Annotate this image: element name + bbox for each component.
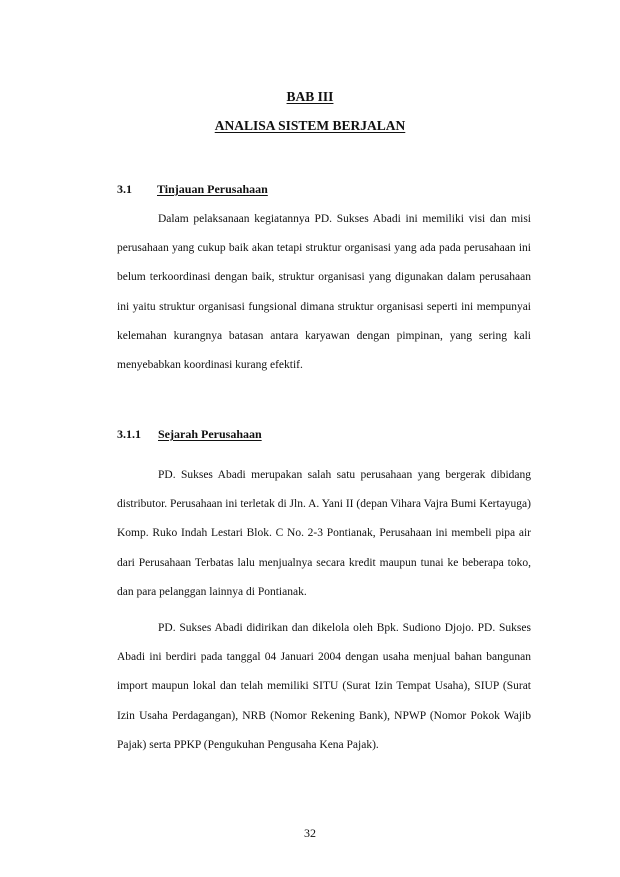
section-heading-3-1 (117, 182, 268, 197)
chapter-label: BAB III (286, 89, 334, 104)
section-title: Tinjauan Perusahaan (157, 182, 268, 196)
page-number: 32 (304, 826, 316, 840)
paragraph-tinjauan: Dalam pelaksanaan kegiatannya PD. Sukses Abadi ini memiliki visi dan misi perusahaan yang cukup baik akan tetapi struktur organisasi yang ada pada perusahaan ini belum terkoordinasi dengan baik, struktur organisasi yang digunakan dalam perusahaan ini yaitu struktur organisasi fungsional dimana struktur organisasi seperti ini mempunyai kelemahan kurangnya batasan antara karyawan dengan pimpinan, yang sering kali menyebabkan koordinasi kurang efektif. (117, 213, 531, 372)
paragraph-sejarah-2: PD. Sukses Abadi didirikan dan dikelola oleh Bpk. Sudiono Djojo. PD. Sukses Abadi ini berdiri pada tanggal 04 Januari 2004 dengan usaha menjual bahan bangunan import maupun lokal dan telah memiliki SITU (Surat Izin Tempat Usaha), SIUP (Surat Izin Usaha Perdagangan), NRB (Nomor Rekening Bank), NPWP (Nomor Pokok Wajib Pajak) serta PPKP (Pengukuhan Pengusaha Kena Pajak). (117, 622, 531, 751)
section-heading-3-1-1 (117, 427, 262, 442)
subsection-title: Sejarah Perusahaan (158, 427, 262, 441)
subsection-number: 3.1.1 (117, 427, 141, 441)
section-number: 3.1 (117, 182, 132, 196)
chapter-title: ANALISA SISTEM BERJALAN (214, 118, 406, 133)
paragraph-sejarah-1: PD. Sukses Abadi merupakan salah satu perusahaan yang bergerak dibidang distributor. Perusahaan ini terletak di Jln. A. Yani II (depan Vihara Vajra Bumi Kertayuga) Komp. Ruko Indah Lestari Blok. C No. 2-3 Pontianak, Perusahaan ini membeli pipa air dari Perusahaan Terbatas lalu menjualnya secara kredit maupun tunai ke beberapa toko, dan para pelanggan lainnya di Pontianak. (117, 469, 531, 598)
